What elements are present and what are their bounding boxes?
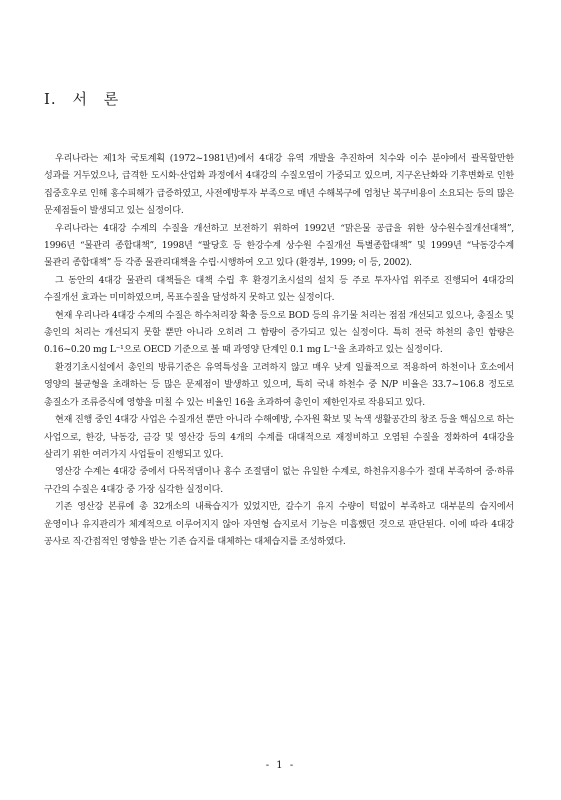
paragraph-6: 현재 진행 중인 4대강 사업은 수질개선 뿐만 아니라 수해예방, 수자원 확보 및 녹색 생활공간의 창조 등을 핵심으로 하는 사업으로, 한강, 낙동강, 금강 및 영산강 등의 4개의 수계를 대대적으로 재정비하고 오염된 수질을 정화하여 4대강을 살리기 위한 여러가지 사업들이 진행되고 있다. <box>44 415 514 460</box>
paragraph-3: 그 동안의 4대강 물관리 대책들은 대책 수립 후 환경기초시설의 설치 등 주로 투자사업 위주로 진행되어 4대강의 수질개선 효과는 미미하였으며, 목표수질을 달성하지 못하고 있는 실정이다. <box>44 275 514 304</box>
page-number: - 1 - <box>265 760 296 771</box>
paragraph-7: 영산강 수계는 4대강 중에서 다목적댐이나 홍수 조절댐이 없는 유일한 수계로, 하천유지용수가 절대 부족하여 중·하류 구간의 수질은 4대강 중 가장 심각한 실정이다. <box>44 467 514 495</box>
paragraph-4: 현재 우리나라 4대강 수계의 수질은 하수처리장 확충 등으로 BOD 등의 유기물 처리는 점점 개선되고 있으나, 총질소 및 총인의 처리는 개선되지 못할 뿐만 아니라 오히려 그 함량이 증가되고 있는 실정이다. 특히 전국 하천의 총인 함량은 0.16~0.20 mg L⁻¹으로 OECD 기준으로 볼 때 과영양 단계인 0.1 mg L⁻¹을 초과하고 있는 실정이다. <box>44 310 514 356</box>
section-title: Ⅰ. 서 론 <box>44 90 120 108</box>
body-text <box>44 151 514 551</box>
paragraph-1: 우리나라는 제1차 국토계획 (1972~1981년)에서 4대강 유역 개발을 추진하여 치수와 이수 분야에서 괄목할만한 성과를 거두었으나, 급격한 도시화·산업화 과정에서 4대강의 수질오염이 가중되고 있으며, 지구온난화와 기후변화로 인한 집중호우로 인해 홍수피해가 급증하였고, 사전예방투자 부족으로 매년 수해복구에 엄청난 복구비용이 소요되는 등의 많은 문제점들이 발생되고 있는 실정이다. <box>44 154 514 217</box>
paragraph-8: 기존 영산강 본류에 총 32개소의 내륙습지가 있었지만, 갈수기 유지 수량이 턱없이 부족하고 대부분의 습지에서 운영이나 유지관리가 체계적으로 이루어지지 않아 자연형 습지로서 기능은 미흡했던 것으로 판단된다. 이에 따라 4대강 공사로 직·간접적인 영향을 받는 기존 습지를 대체하는 대체습지를 조성하였다. <box>44 502 514 547</box>
paragraph-2: 우리나라는 4대강 수계의 수질을 개선하고 보전하기 위하여 1992년 “맑은물 공급을 위한 상수원수질개선대책”, 1996년 “물관리 종합대책”, 1998년 “팔당호 등 한강수계 상수원 수질개선 특별종합대책” 및 1999년 “낙동강수계 물관리 종합대책” 등 각종 물관리대책을 수립·시행하여 오고 있다 (환경부, 1999; 이 등, 2002). <box>44 223 514 269</box>
paragraph-5: 환경기초시설에서 총인의 방류기준은 유역특성을 고려하지 않고 매우 낮게 일률적으로 적용하여 하천이나 호소에서 영양의 불균형을 초래하는 등 많은 문제점이 발생하고 있으며, 특히 국내 하천수 중 N/P 비율은 33.7~106.8 정도로 총질소가 조류증식에 영향을 미칠 수 있는 비율인 16을 초과하여 총인이 제한인자로 작용되고 있다. <box>44 362 514 408</box>
